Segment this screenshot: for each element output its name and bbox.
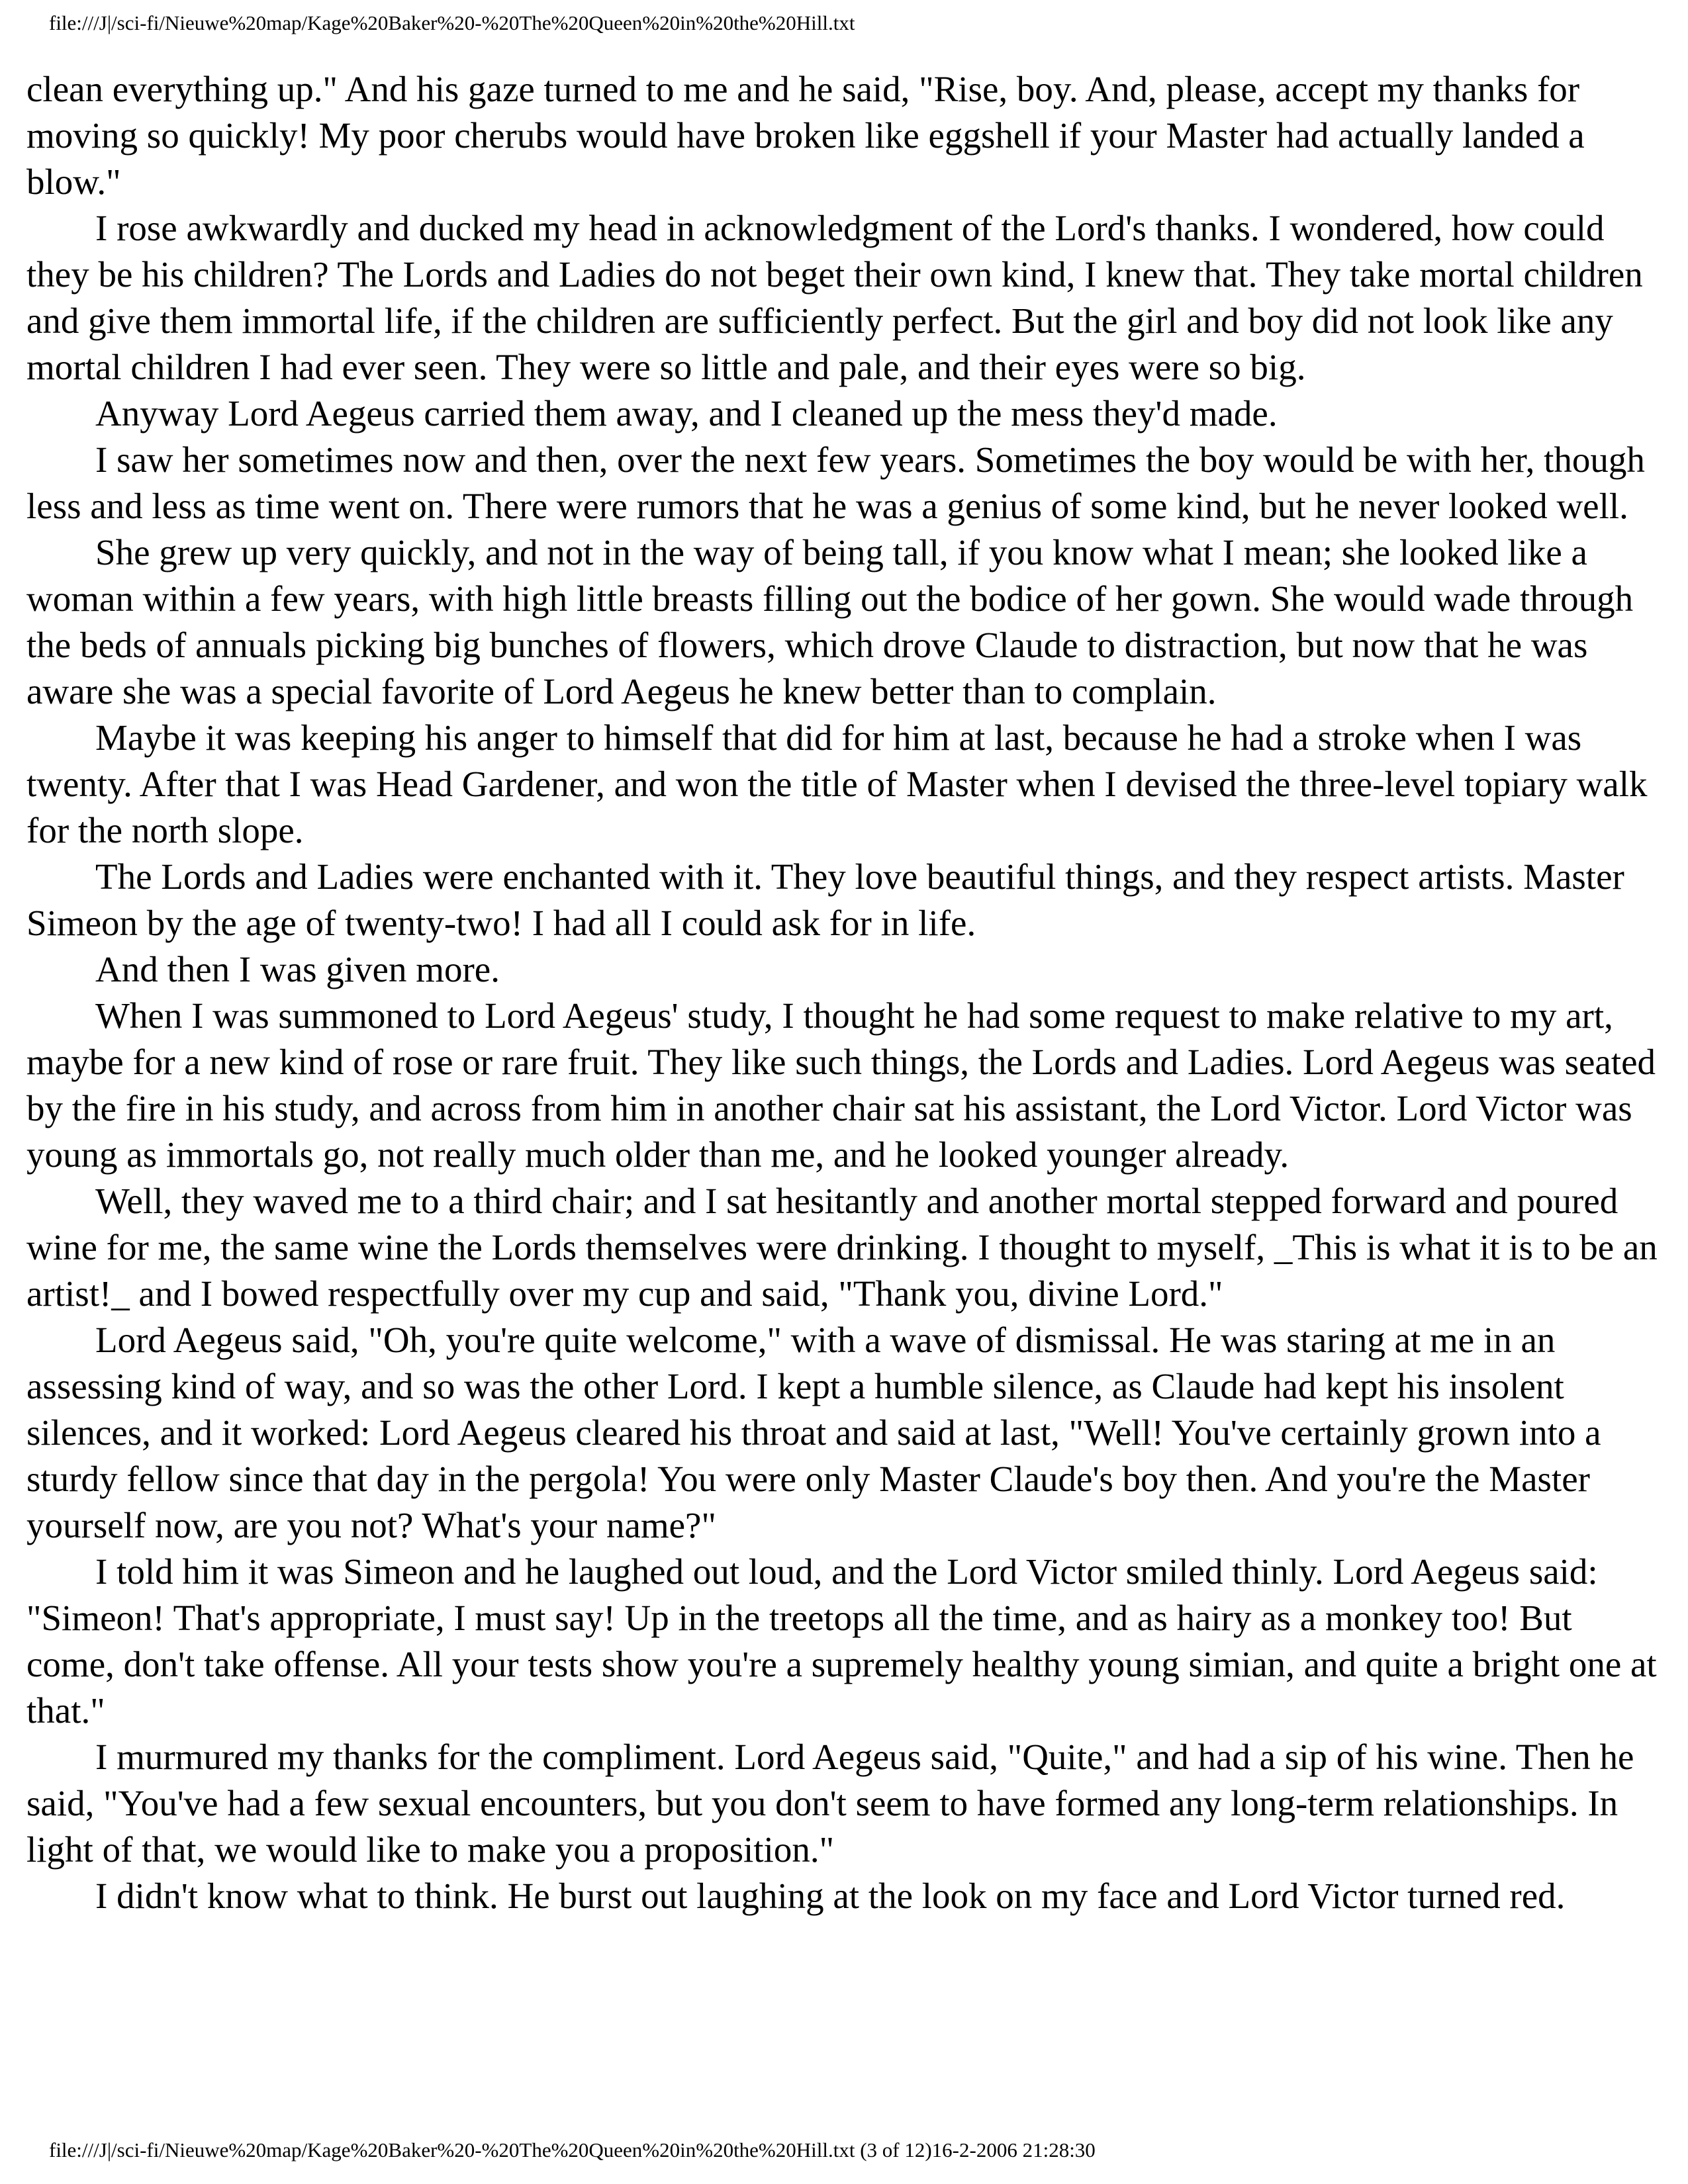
paragraph-5: She grew up very quickly, and not in the way of being tall, if you know what I mean; she looked like a woman within a few years, with high little breasts filling out the bodice of her gown. She would wade through the beds of annuals picking big bunches of flowers, which drove Claude to distraction, but now that he was aware she was a special favorite of Lord Aegeus he knew better than to complain. <box>26 532 1634 711</box>
document-body <box>26 66 1662 1919</box>
paragraph-4: I saw her sometimes now and then, over the next few years. Sometimes the boy would be with her, though less and less as time went on. There were rumors that he was a genius of some kind, but he never looked well. <box>26 439 1645 526</box>
paragraph-2: I rose awkwardly and ducked my head in acknowledgment of the Lord's thanks. I wondered, how could they be his children? The Lords and Ladies do not beget their own kind, I knew that. They take mortal children and give them immortal life, if the children are sufficiently perfect. But the girl and boy did not look like any mortal children I had ever seen. They were so little and pale, and their eyes were so big. <box>26 208 1643 387</box>
page-header-file-path: file:///J|/sci-fi/Nieuwe%20map/Kage%20Baker%20-%20The%20Queen%20in%20the%20Hill.txt <box>49 11 855 34</box>
paragraph-13: I murmured my thanks for the compliment. Lord Aegeus said, "Quite," and had a sip of his wine. Then he said, "You've had a few sexual encounters, but you don't seem to have formed any long-term relationships. In light of that, we would like to make you a proposition." <box>26 1737 1634 1870</box>
paragraph-3: Anyway Lord Aegeus carried them away, and I cleaned up the mess they'd made. <box>95 393 1278 433</box>
paragraph-11: Lord Aegeus said, "Oh, you're quite welcome," with a wave of dismissal. He was staring at me in an assessing kind of way, and so was the other Lord. I kept a humble silence, as Claude had kept his insolent silences, and it worked: Lord Aegeus cleared his throat and said at last, "Well! You've certainly grown into a sturdy fellow since that day in the pergola! You were only Master Claude's boy then. And you're the Master yourself now, are you not? What's your name?" <box>26 1320 1601 1545</box>
paragraph-14: I didn't know what to think. He burst out laughing at the look on my face and Lord Victor turned red. <box>95 1876 1566 1916</box>
paragraph-10: Well, they waved me to a third chair; and I sat hesitantly and another mortal stepped forward and poured wine for me, the same wine the Lords themselves were drinking. I thought to myself, _This is what it is to be an artist!_ and I bowed respectfully over my cup and said, "Thank you, divine Lord." <box>26 1181 1658 1314</box>
paragraph-9: When I was summoned to Lord Aegeus' study, I thought he had some request to make relative to my art, maybe for a new kind of rose or rare fruit. They like such things, the Lords and Ladies. Lord Aegeus was seated by the fire in his study, and across from him in another chair sat his assistant, the Lord Victor. Lord Victor was young as immortals go, not really much older than me, and he looked younger already. <box>26 995 1656 1175</box>
paragraph-12: I told him it was Simeon and he laughed out loud, and the Lord Victor smiled thinly. Lord Aegeus said: "Simeon! That's appropriate, I must say! Up in the treetops all the time, and as hairy as a monkey too! But come, don't take offense. All your tests show you're a supremely healthy young simian, and quite a bright one at that." <box>26 1551 1657 1731</box>
paragraph-1: clean everything up." And his gaze turned to me and he said, "Rise, boy. And, please, accept my thanks for moving so quickly! My poor cherubs would have broken like eggshell if your Master had actually landed a blow." <box>26 69 1585 202</box>
paragraph-6: Maybe it was keeping his anger to himself that did for him at last, because he had a stroke when I was twenty. After that I was Head Gardener, and won the title of Master when I devised the three-level topiary walk for the north slope. <box>26 717 1648 850</box>
page-footer-file-path: file:///J|/sci-fi/Nieuwe%20map/Kage%20Baker%20-%20The%20Queen%20in%20the%20Hill.txt (3 of 12)16-2-2006 21:28:30 <box>49 2138 1096 2161</box>
paragraph-7: The Lords and Ladies were enchanted with it. They love beautiful things, and they respect artists. Master Simeon by the age of twenty-two! I had all I could ask for in life. <box>26 856 1624 943</box>
paragraph-8: And then I was given more. <box>95 949 500 989</box>
